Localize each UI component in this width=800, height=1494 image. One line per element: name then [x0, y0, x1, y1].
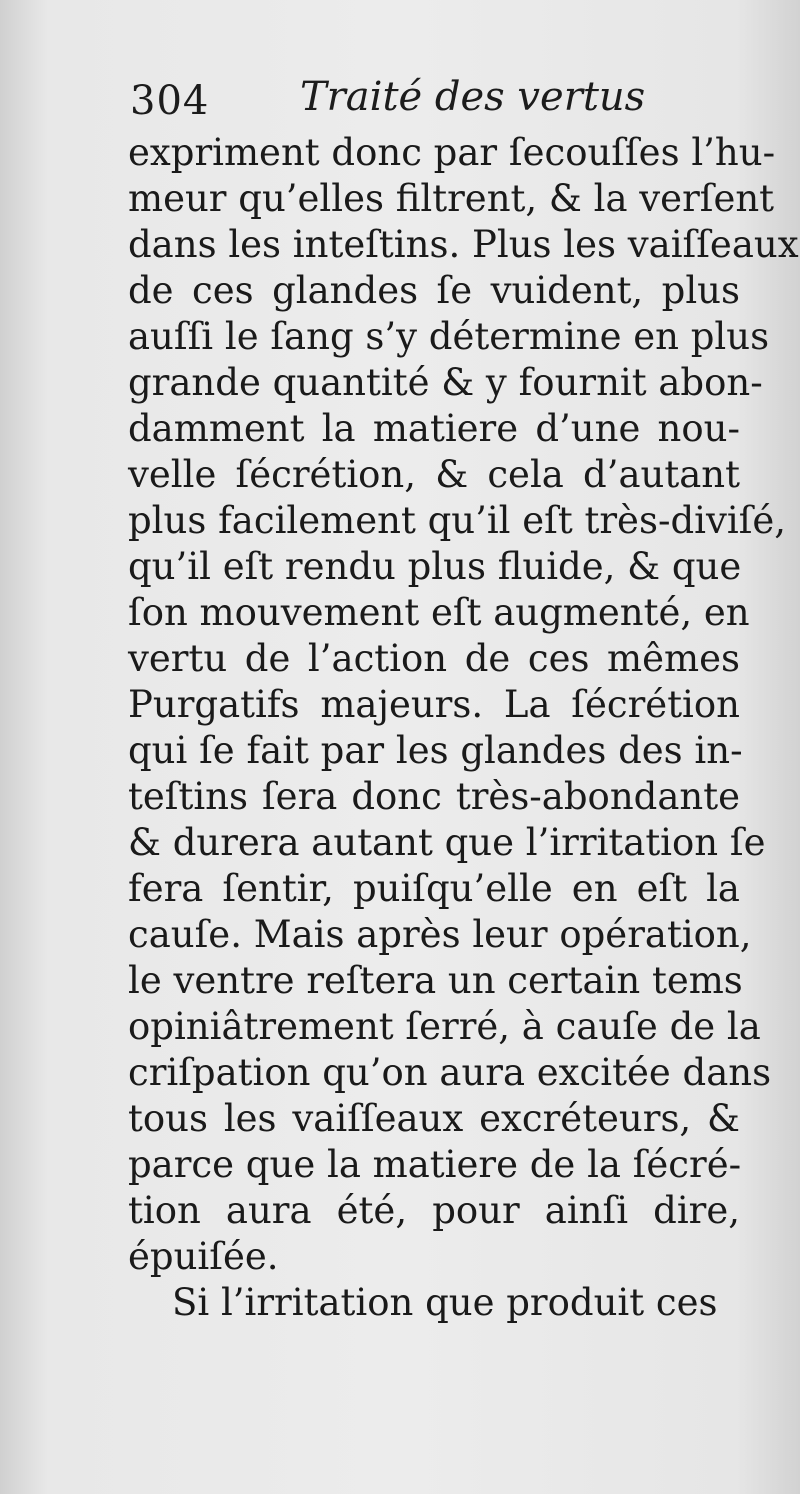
text-line: épuiſée.: [128, 1235, 279, 1278]
text-line: vertu de l’action de ces mêmes: [128, 637, 740, 680]
text-line: qui ſe fait par les glandes des in-: [128, 729, 743, 772]
text-line: Purgatifs majeurs. La ſécrétion: [128, 683, 740, 726]
text-line: grande quantité & y fournit abon-: [128, 361, 763, 404]
text-line: & durera autant que l’irritation ſe: [128, 821, 766, 864]
text-line: plus facilement qu’il eſt très-diviſé,: [128, 499, 787, 542]
text-line: cauſe. Mais après leur opération,: [128, 913, 752, 956]
text-line: opiniâtrement ſerré, à cauſe de la: [128, 1005, 761, 1048]
text-line: dans les inteſtins. Plus les vaiſſeaux: [128, 223, 799, 266]
page-header: [130, 72, 730, 132]
text-line: tion aura été, pour ainſi dire,: [128, 1189, 740, 1232]
text-line: meur qu’elles filtrent, & la verſent: [128, 177, 775, 220]
text-line: auſſi le ſang s’y détermine en plus: [128, 315, 770, 358]
text-line: velle ſécrétion, & cela d’autant: [128, 453, 740, 496]
text-line: ſon mouvement eſt augmenté, en: [128, 591, 750, 634]
text-line: le ventre reſtera un certain tems: [128, 959, 743, 1002]
text-line: expriment donc par ſecouſſes l’hu-: [128, 131, 776, 174]
body-text: [128, 130, 799, 1326]
text-line: Si l’irritation que produit ces: [172, 1281, 718, 1324]
running-title: Traité des vertus: [300, 74, 646, 120]
text-line: damment la matiere d’une nou-: [128, 407, 740, 450]
text-line: fera ſentir, puiſqu’elle en eſt la: [128, 867, 740, 910]
text-line: parce que la matiere de la ſécré-: [128, 1143, 742, 1186]
text-line: de ces glandes ſe vuident, plus: [128, 269, 740, 312]
text-line: tous les vaiſſeaux excréteurs, &: [128, 1097, 740, 1140]
text-line: criſpation qu’on aura excitée dans: [128, 1051, 772, 1094]
text-line: qu’il eſt rendu plus fluide, & que: [128, 545, 742, 588]
page-number: 304: [130, 78, 210, 124]
text-line: teſtins ſera donc très-abondante: [128, 775, 740, 818]
